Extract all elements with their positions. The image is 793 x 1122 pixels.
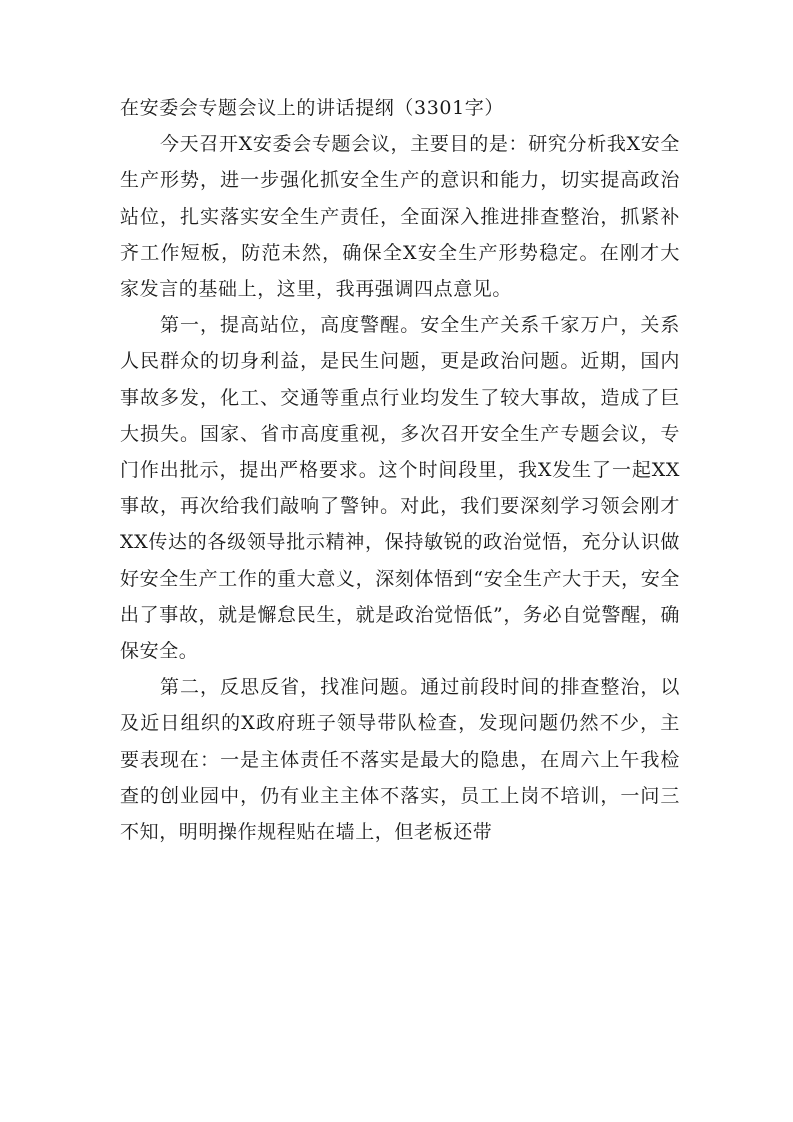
paragraph-first-point: 第一，提高站位，高度警醒。安全生产关系千家万户，关系人民群众的切身利益，是民生问题，更是政治问题。近期，国内事故多发，化工、交通等重点行业均发生了较大事故，造成了巨大损失。国家、省市高度重视，多次召开安全生产专题会议，专门作出批示，提出严格要求。这个时间段里，我X发生了一起XX事故，再次给我们敲响了警钟。对此，我们要深刻学习领会刚才XX传达的各级领导批示精神，保持敏锐的政治觉悟，充分认识做好安全生产工作的重大意义，深刻体悟到“安全生产大于天，安全出了事故，就是懈怠民生，就是政治觉悟低”，务必自觉警醒，确保安全。 [120,314,680,663]
document-title: 在安委会专题会议上的讲话提纲（3301字） [120,97,504,119]
document-body [120,90,680,850]
paragraph-second-point: 第二，反思反省，找准问题。通过前段时间的排查整治，以及近日组织的X政府班子领导带队检查，发现问题仍然不少，主要表现在：一是主体责任不落实是最大的隐患，在周六上午我检查的创业园中，仍有业主主体不落实，员工上岗不培训，一问三不知，明明操作规程贴在墙上，但老板还带 [120,676,680,844]
paragraph-intro: 今天召开X安委会专题会议，主要目的是：研究分析我X安全生产形势，进一步强化抓安全生产的意识和能力，切实提高政治站位，扎实落实安全生产责任，全面深入推进排查整治，抓紧补齐工作短板，防范未然，确保全X安全生产形势稳定。在刚才大家发言的基础上，这里，我再强调四点意见。 [120,133,680,301]
